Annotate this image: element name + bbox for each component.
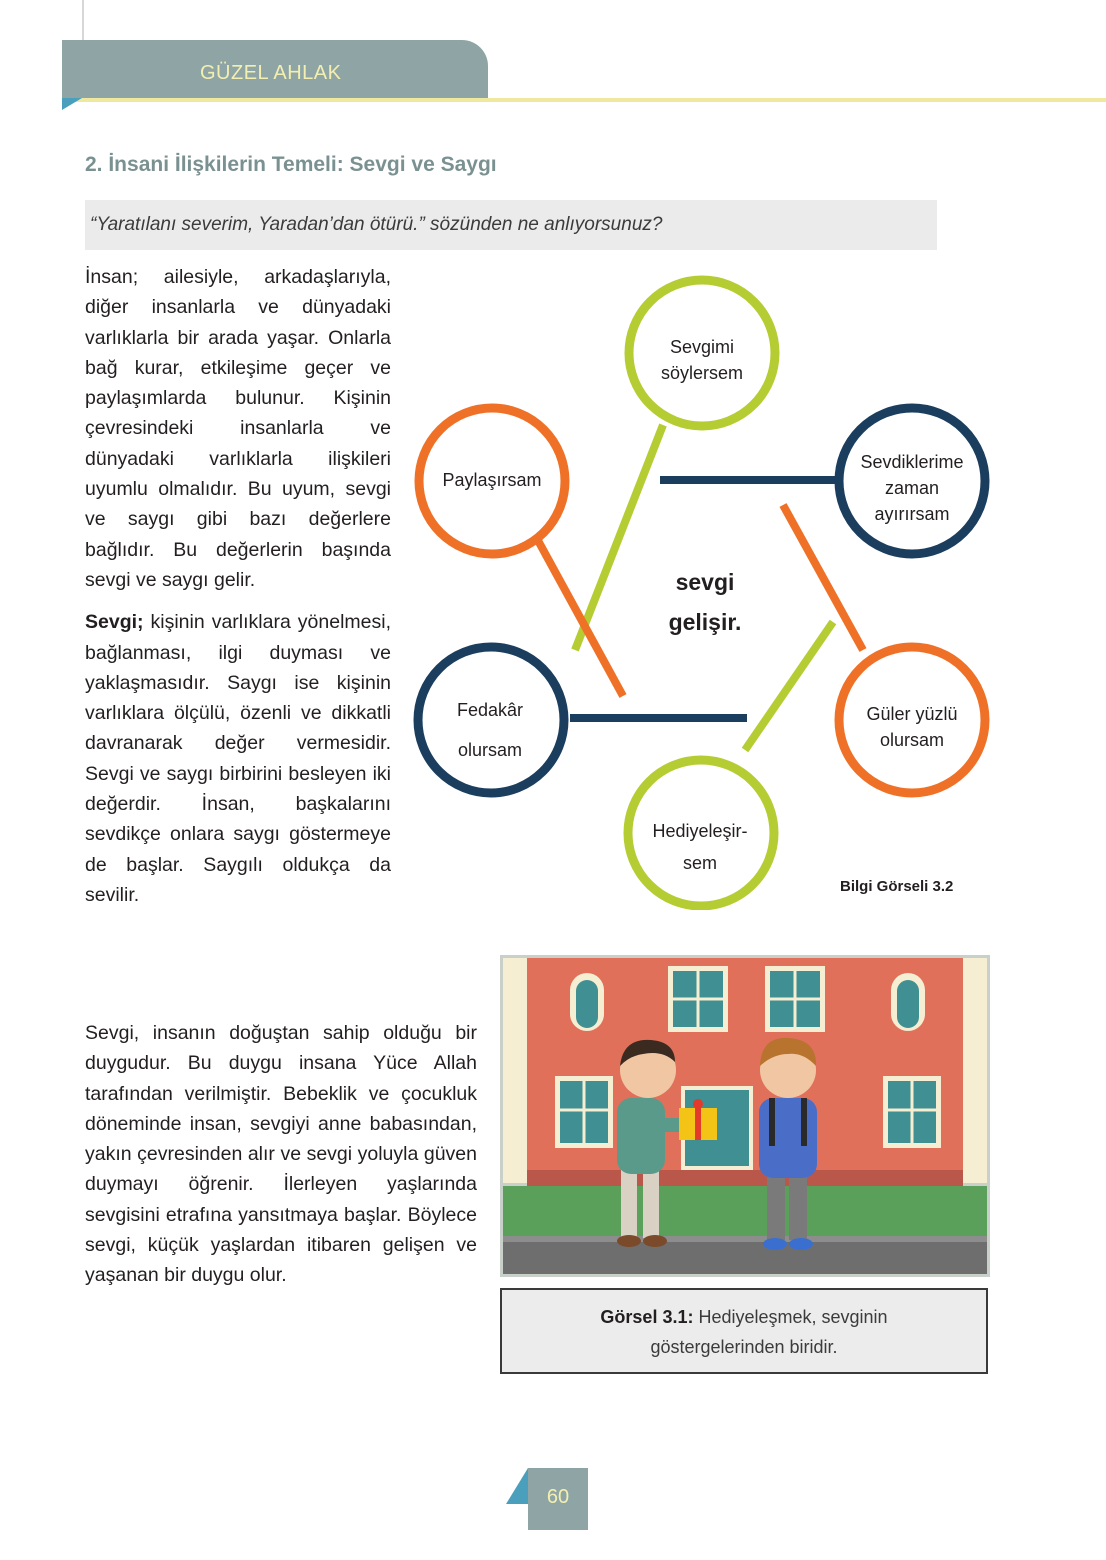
- window-top-2: [765, 966, 825, 1032]
- node-text: söylersem: [660, 363, 744, 383]
- term-sevgi: Sevgi;: [85, 611, 144, 634]
- left-column-text: [85, 262, 391, 910]
- node-text: Güler yüzlü: [866, 704, 958, 724]
- chapter-title: GÜZEL AHLAK: [200, 62, 342, 84]
- node-label-top-left: [412, 467, 572, 493]
- paragraph-intro: İnsan; ailesiyle, arkadaşlarıyla, diğer insanlarla ve dünyadaki varlıklarla bir arada yaşar. Onlarla bağ kurar, etkileşime geçer ve paylaşımlarda bulunur. Kişinin çevresindeki insanlarla ve dünyadaki varlıklarla ilişkileri uyumlu olmalıdır. Bu uyum, sevgi ve saygı gibi bazı değerlere bağlıdır. Bu değerlerin başında sevgi ve saygı gelir.: [85, 266, 391, 591]
- page-number-fold: [506, 1468, 528, 1504]
- window-lower-right: [883, 1076, 941, 1148]
- caption-text: Hediyeleşmek, sevginin: [693, 1307, 888, 1327]
- caption-line-1: [500, 1302, 988, 1332]
- node-text: Sevdiklerime: [860, 452, 964, 472]
- node-label-bottom: [620, 815, 780, 879]
- caption-line-2: göstergelerinden biridir.: [650, 1337, 838, 1357]
- node-label-bottom-left: [410, 690, 570, 770]
- node-text: olursam: [457, 740, 523, 760]
- node-label-top-right: [832, 449, 992, 527]
- node-label-top: [622, 334, 782, 386]
- figure-caption: [500, 1302, 988, 1362]
- definition-text: kişinin varlıklara yönelmesi, bağlanması, ilgi duyması ve yaklaşmasıdır. Saygı ise kişinin varlıklara ölçülü, özenli ve dikkatli davranarak değer vermesidir. Sevgi ve saygı birbirini besleyen iki değerdir. İnsan, başkalarını sevdikçe onlara saygı göstermeye de başlar. Saygılı oldukça da sevilir.: [85, 611, 391, 906]
- node-text: Sevgimi: [669, 337, 735, 357]
- grass: [503, 1186, 987, 1238]
- node-text: Fedakâr: [456, 700, 524, 720]
- diagram-caption: Bilgi Görseli 3.2: [840, 878, 954, 895]
- arched-window-left: [570, 973, 604, 1031]
- pillar-left: [503, 958, 527, 1183]
- node-text: ayırırsam: [874, 504, 950, 524]
- node-label-bottom-right: [832, 701, 992, 753]
- arched-window-right: [891, 973, 925, 1031]
- window-top-1: [668, 966, 728, 1032]
- caption-label: Görsel 3.1:: [600, 1307, 694, 1327]
- header-rule: [62, 98, 1106, 102]
- header-fold: [62, 98, 82, 110]
- window-lower-left: [555, 1076, 613, 1148]
- node-text: zaman: [884, 478, 940, 498]
- question-text: “Yaratılanı severim, Yaradan’dan ötürü.” sözünden ne anlıyorsunuz?: [90, 214, 663, 235]
- bottom-paragraph: [85, 1018, 477, 1291]
- node-text: sem: [682, 853, 717, 873]
- page-number: 60: [546, 1486, 570, 1508]
- pillar-right: [963, 958, 987, 1183]
- node-text: Paylaşırsam: [442, 470, 542, 490]
- node-text: olursam: [879, 730, 945, 750]
- diagram-center-label: [640, 562, 770, 642]
- paragraph-origin: Sevgi, insanın doğuştan sahip olduğu bir duygudur. Bu duygu insana Yüce Allah tarafından verilmiştir. Bebeklik ve çocukluk döneminde insan, sevgiyi anne babasından, yakın çevresinden alır ve sevgi yoluyla güven duymayı öğrenir. İlerleyen yaşlarında sevgisini etrafına yansıtmaya başlar. Böylece sevgi, küçük yaşlardan itibaren gelişen ve yaşanan bir duygu olur.: [85, 1022, 477, 1287]
- center-text: sevgi: [675, 569, 735, 595]
- center-text: gelişir.: [668, 609, 742, 635]
- node-text: Hediyeleşir-: [652, 821, 748, 841]
- paragraph-definition: [85, 607, 391, 910]
- building-steps: [527, 1170, 963, 1188]
- section-title: 2. İnsani İlişkilerin Temeli: Sevgi ve Saygı: [85, 153, 497, 176]
- illustration-gift-exchange: [503, 958, 987, 1274]
